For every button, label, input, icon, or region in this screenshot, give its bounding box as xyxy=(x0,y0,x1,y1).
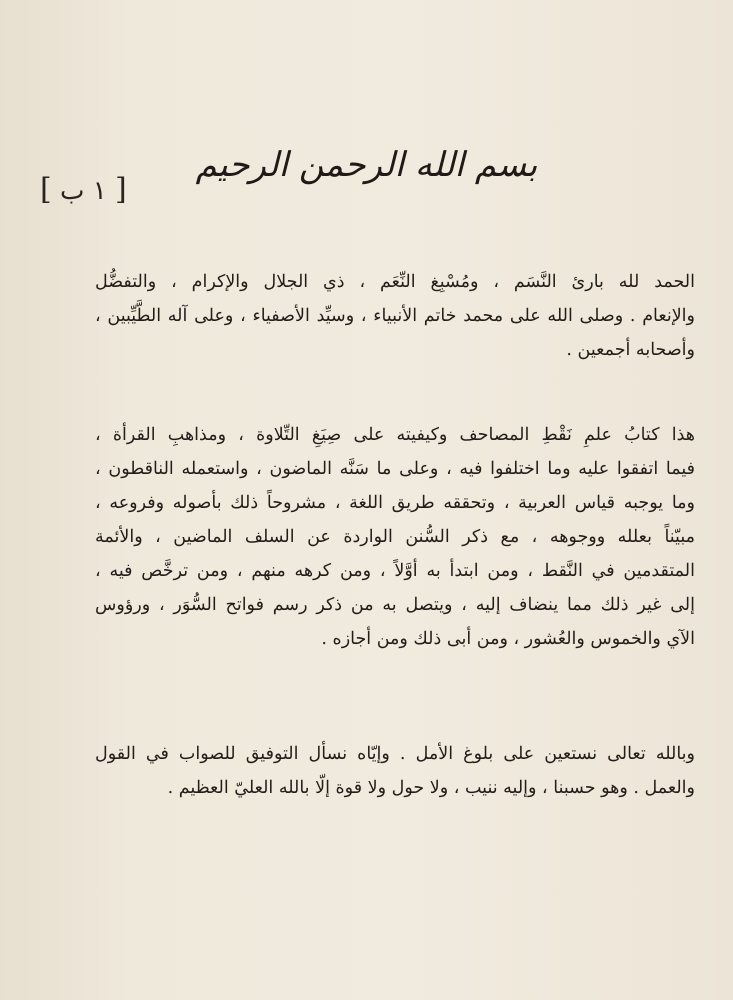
text-line: والعمل . وهو حسبنا ، وإليه ننيب ، ولا حول ولا قوة إلّا بالله العليّ العظيم . xyxy=(167,778,695,798)
text-line: وبالله تعالى نستعين على بلوغ الأمل . وإيّاه نسأل التوفيق للصواب في القول xyxy=(95,744,695,764)
text-line: هذا كتابُ علمِ نَقْطِ المصاحف وكيفيته على صِيَغِ التِّلاوة ، ومذاهبِ القرأة ، xyxy=(95,425,695,445)
text-line: مبيّناً بعلله ووجوهه ، مع ذكر السُّنن الواردة عن السلف الماضين ، والأئمة xyxy=(95,527,695,547)
basmala-heading: بسم الله الرحمن الرحيم xyxy=(195,145,538,185)
folio-side: ب xyxy=(59,176,85,206)
folio-open-bracket: [ xyxy=(40,172,52,207)
text-line: وما يوجبه قياس العربية ، وتحققه طريق اللغة ، مشروحاً ذلك بأصوله وفروعه ، xyxy=(95,493,695,513)
text-line: إلى غير ذلك مما ينضاف إليه ، ويتصل به من ذكر رسم فواتح السُّوَر ، ورؤوس xyxy=(95,595,695,615)
text-line: الآي والخموس والعُشور ، ومن أبى ذلك ومن أجازه . xyxy=(321,629,695,649)
bleed-through-text xyxy=(698,40,703,60)
text-line: فيما اتفقوا عليه وما اختلفوا فيه ، وعلى ما سَنَّه الماضون ، واستعمله الناقطون ، xyxy=(95,459,695,479)
text-line: الحمد لله بارئ النَّسَم ، ومُسْبِغ النِّعَم ، ذي الجلال والإكرام ، والتفضُّل xyxy=(95,272,695,292)
text-line: والإنعام . وصلى الله على محمد خاتم الأنبياء ، وسيِّد الأصفياء ، وعلى آله الطَّيِّبين ، xyxy=(95,306,695,326)
paragraph-closing-invocation xyxy=(95,737,695,805)
folio-close-bracket: ] xyxy=(114,172,127,207)
text-line: وأصحابه أجمعين . xyxy=(566,340,695,360)
paragraph-praise xyxy=(95,265,695,367)
folio-number: ١ xyxy=(92,176,107,206)
paragraph-book-description xyxy=(95,418,695,656)
text-line: المتقدمين في النَّقط ، ومن ابتدأ به أوَّلاً ، ومن كرهه منهم ، ومن ترخَّص فيه ، xyxy=(95,561,695,581)
